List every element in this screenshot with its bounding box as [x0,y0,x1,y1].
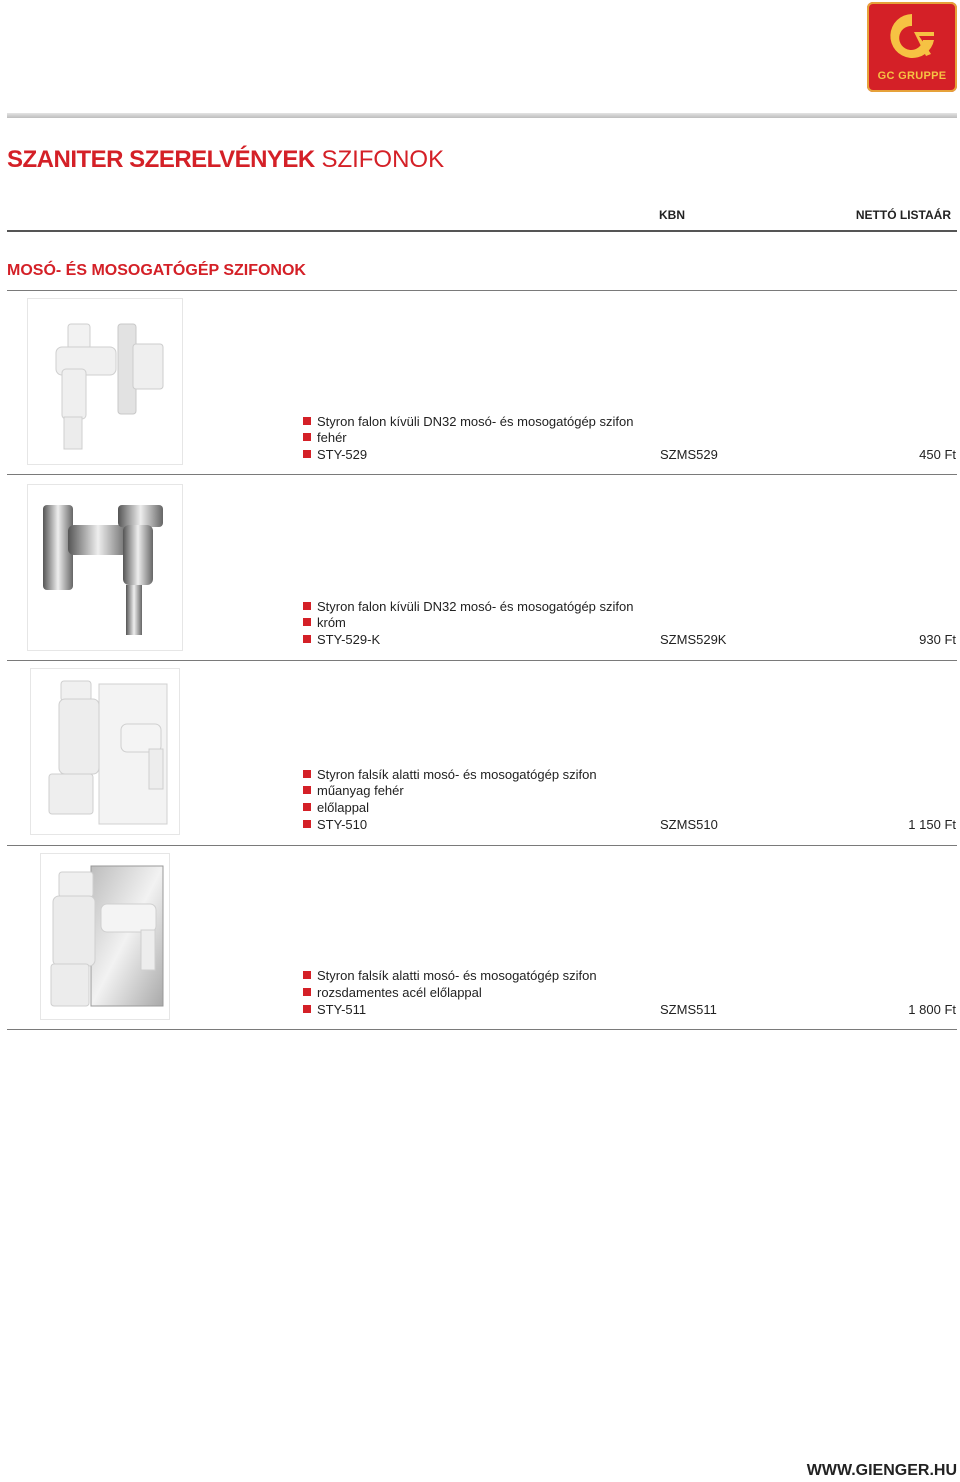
product-4-code: SZMS511 [660,1002,717,1017]
column-header-kbn: KBN [659,208,685,222]
product-3-line-2: műanyag fehér [303,783,404,799]
product-4-rule [7,1029,957,1030]
section-rule [7,290,957,291]
product-3-line-3: előlappal [303,800,369,816]
product-2-line-2: króm [303,615,346,631]
product-4-line-2: rozsdamentes acél előlappal [303,985,482,1001]
footer-website[interactable]: WWW.GIENGER.HU [806,1462,957,1479]
product-3-price: 1 150 Ft [908,817,956,832]
product-2-rule [7,660,957,661]
product-3-code: SZMS510 [660,817,718,832]
page-title-bold: SZANITER SZERELVÉNYEK [7,146,315,173]
product-2-line-1: Styron falon kívüli DN32 mosó- és mosogatógép szifon [303,599,634,615]
product-image-chrome-wall-siphon [27,484,183,651]
page-title-light: SZIFONOK [321,146,445,173]
gc-gruppe-logo [867,2,957,92]
product-image-steel-flush-siphon [40,853,170,1020]
section-title: MOSÓ- ÉS MOSOGATÓGÉP SZIFONOK [7,262,306,279]
product-4-line-1: Styron falsík alatti mosó- és mosogatógép szifon [303,968,597,984]
product-4-price: 1 800 Ft [908,1002,956,1017]
column-header-rule [7,230,957,232]
product-image-white-flush-siphon [30,668,180,835]
product-1-line-3: STY-529 [303,447,367,463]
column-header-price: NETTÓ LISTAÁR [855,208,951,222]
product-1-rule [7,474,957,475]
product-2-code: SZMS529K [660,632,727,647]
logo-text: GC GRUPPE [877,70,947,82]
product-4-line-3: STY-511 [303,1002,366,1018]
product-image-white-wall-siphon [27,298,183,465]
header-divider [7,113,957,118]
page-title [7,146,444,174]
product-1-code: SZMS529 [660,447,718,462]
product-3-rule [7,845,957,846]
product-2-price: 930 Ft [919,632,956,647]
product-1-line-1: Styron falon kívüli DN32 mosó- és mosogatógép szifon [303,414,634,430]
product-3-line-1: Styron falsík alatti mosó- és mosogatógép szifon [303,767,597,783]
product-3-line-4: STY-510 [303,817,367,833]
product-1-line-2: fehér [303,430,347,446]
gc-logo-icon [883,10,941,62]
product-1-price: 450 Ft [919,447,956,462]
product-2-line-3: STY-529-K [303,632,380,648]
